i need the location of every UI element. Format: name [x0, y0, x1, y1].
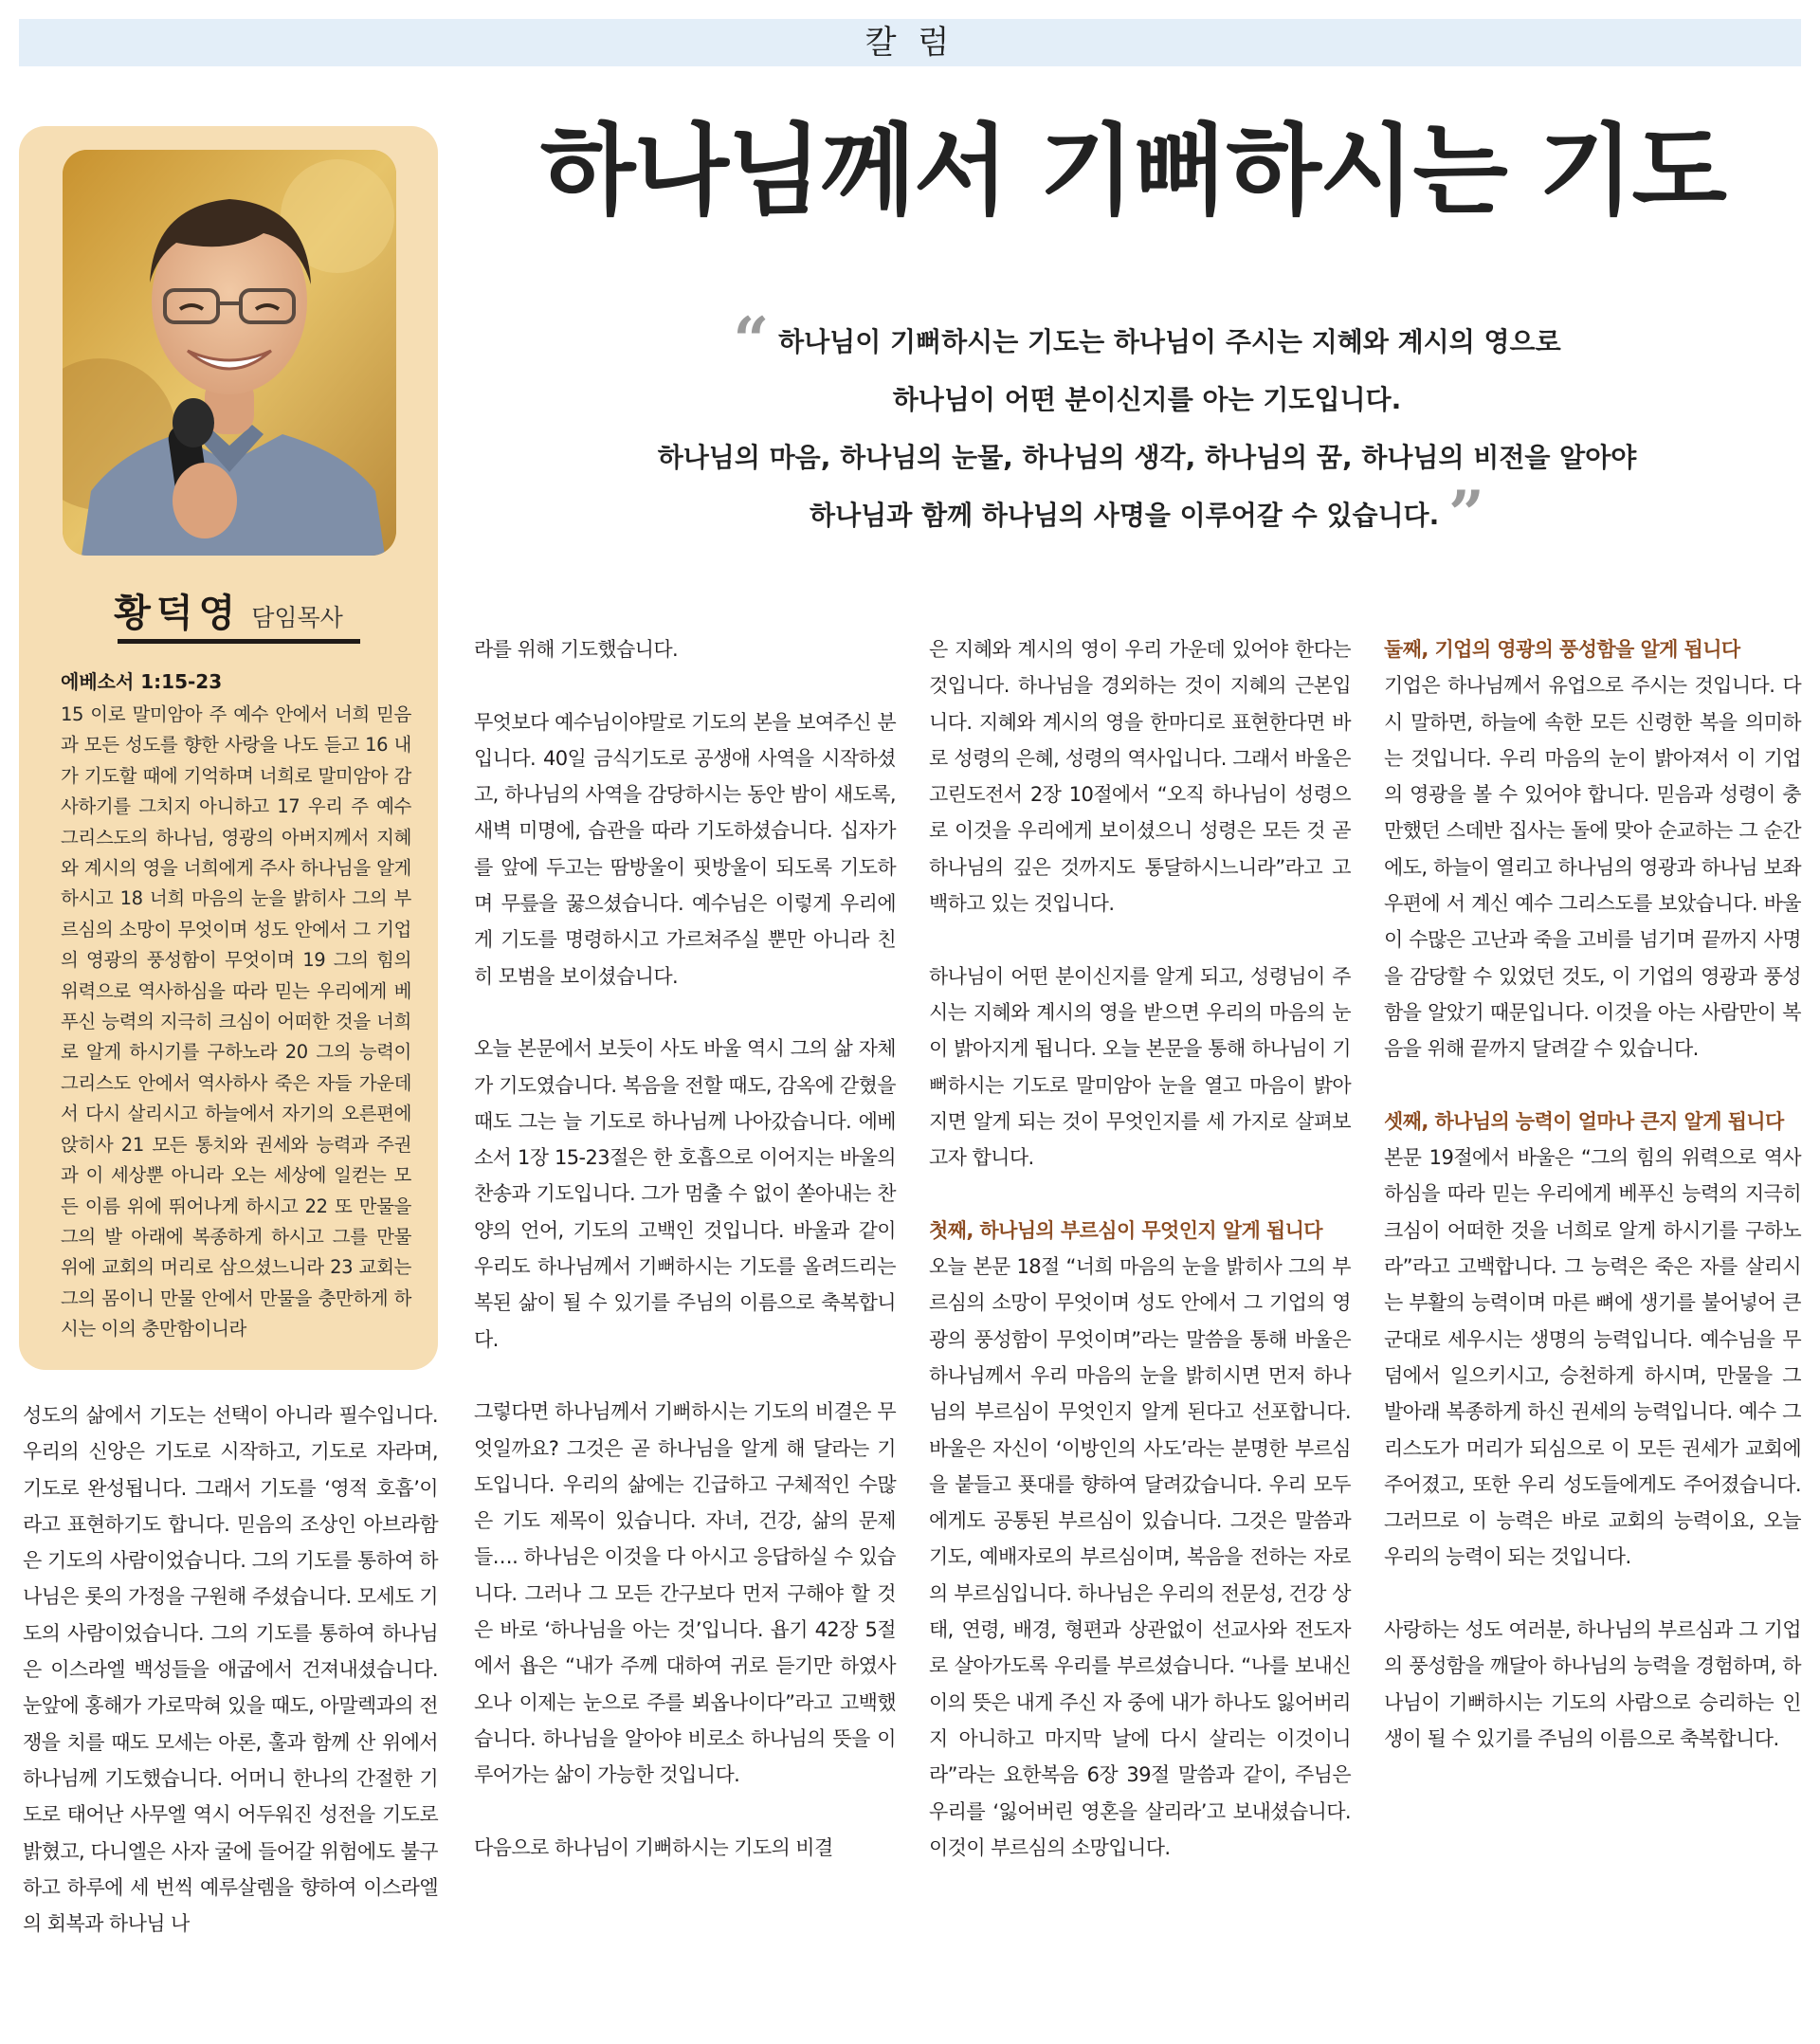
paragraph: 오늘 본문 18절 “너희 마음의 눈을 밝히사 그의 부르심의 소망이 무엇이며 성도 안에서 그 기업의 영광의 풍성함이 무엇이며”라는 말씀을 통해 바울은 하나님께서 우리 마음의 눈을 밝히시면 먼저 하나님의 부르심이 무엇인지 알게 된다고 선포합니다. 바울은 자신이 ‘이방인의 사도’라는 분명한 부르심을 붙들고 푯대를 향하여 달려갔습니다. 우리 모두에게도 공통된 부르심이 있습니다. 그것은 말씀과 기도, 예배자로의 부르심이며, 복음을 전하는 자로의 부르심입니다. 하나님은 우리의 전문성, 건강 상태, 연령, 배경, 형편과 상관없이 선교사와 전도자로 살아가도록 우리를 부르셨습니다. “나를 보내신 이의 뜻은 내게 주신 자 중에 내가 하나도 잃어버리지 아니하고 마지막 날에 다시 살리는 이것이니라”라는 요한복음 6장 39절 말씀과 같이, 주님은 우리를 ‘잃어버린 영혼을 살리라’고 보내셨습니다. 이것이 부르심의 소망입니다. — [929, 1255, 1351, 1859]
body-column-4 — [1384, 631, 1801, 1757]
subheading-second: 둘째, 기업의 영광의 풍성함을 알게 됩니다 — [1384, 638, 1740, 661]
author-portrait-illustration — [63, 150, 396, 556]
pull-quote-line-1: 하나님이 기뻐하시는 기도는 하나님이 주시는 지혜와 계시의 영으로 — [778, 326, 1561, 357]
close-quote-icon: ” — [1447, 477, 1484, 551]
pull-quote-line-2: 하나님이 어떤 분이신지를 아는 기도입니다. — [892, 384, 1402, 415]
author-photo — [63, 150, 396, 556]
body-column-3 — [929, 631, 1351, 1866]
headline: 하나님께서 기뻐하시는 기도 — [540, 113, 1725, 228]
body-column-2 — [474, 631, 896, 1866]
paragraph: 기업은 하나님께서 유업으로 주시는 것입니다. 다시 말하면, 하늘에 속한 모든 신령한 복을 의미하는 것입니다. 우리 마음의 눈이 밝아져서 이 기업의 영광을 볼 수 있어야 합니다. 믿음과 성령이 충만했던 스데반 집사는 돌에 맞아 순교하는 그 순간에도, 하늘이 열리고 하나님의 영광과 하나님 보좌 우편에 서 계신 예수 그리스도를 보았습니다. 바울이 수많은 고난과 죽을 고비를 넘기며 끝까지 사명을 감당할 수 있었던 것도, 이 기업의 영광과 풍성함을 알았기 때문입니다. 이것을 아는 사람만이 복음을 위해 끝까지 달려갈 수 있습니다. — [1384, 674, 1801, 1061]
paragraph: 성도의 삶에서 기도는 선택이 아니라 필수입니다. 우리의 신앙은 기도로 시작하고, 기도로 자라며, 기도로 완성됩니다. 그래서 기도를 ‘영적 호흡’이라고 표현하기도 합니다. 믿음의 조상인 아브라함은 기도의 사람이었습니다. 그의 기도를 통하여 하나님은 롯의 가정을 구원해 주셨습니다. 모세도 기도의 사람이었습니다. 그의 기도를 통하여 하나님은 이스라엘 백성들을 애굽에서 건져내셨습니다. 눈앞에 홍해가 가로막혀 있을 때도, 아말렉과의 전쟁을 치를 때도 모세는 아론, 훌과 함께 산 위에서 하나님께 기도했습니다. 어머니 한나의 간절한 기도로 태어난 사무엘 역시 어두워진 성전을 기도로 밝혔고, 다니엘은 사자 굴에 들어갈 위험에도 불구하고 하루에 세 번씩 예루살렘을 향하여 이스라엘의 회복과 하나님 나 — [23, 1404, 438, 1936]
paragraph: 라를 위해 기도했습니다. — [474, 638, 679, 661]
paragraph: 그렇다면 하나님께서 기뻐하시는 기도의 비결은 무엇일까요? 그것은 곧 하나님을 알게 해 달라는 기도입니다. 우리의 삶에는 긴급하고 구체적인 수많은 기도 제목이 있습니다. 자녀, 건강, 삶의 문제들…. 하나님은 이것을 다 아시고 응답하실 수 있습니다. 그러나 그 모든 간구보다 먼저 구해야 할 것은 바로 ‘하나님을 아는 것’입니다. 욥기 42장 5절에서 욥은 “내가 주께 대하여 귀로 듣기만 하였사오나 이제는 눈으로 주를 뵈옵나이다”라고 고백했습니다. 하나님을 알아야 비로소 하나님의 뜻을 이루어가는 삶이 가능한 것입니다. — [474, 1400, 896, 1787]
author-title: 담임목사 — [251, 604, 343, 631]
paragraph: 은 지혜와 계시의 영이 우리 가운데 있어야 한다는 것입니다. 하나님을 경외하는 것이 지혜의 근본입니다. 지혜와 계시의 영을 한마디로 표현한다면 바로 성령의 은혜, 성령의 역사입니다. 그래서 바울은 고린도전서 2장 10절에서 “오직 하나님이 성령으로 이것을 우리에게 보이셨으니 성령은 모든 것 곧 하나님의 깊은 것까지도 통달하시느니라”라고 고백하고 있는 것입니다. — [929, 638, 1351, 916]
subheading-third: 셋째, 하나님의 능력이 얼마나 큰지 알게 됩니다 — [1384, 1109, 1784, 1133]
paragraph: 무엇보다 예수님이야말로 기도의 본을 보여주신 분입니다. 40일 금식기도로 공생애 사역을 시작하셨고, 하나님의 사역을 감당하시는 동안 밤이 새도록, 새벽 미명에, 습관을 따라 기도하셨습니다. 십자가를 앞에 두고는 땀방울이 핏방울이 되도록 기도하며 무릎을 꿇으셨습니다. 예수님은 이렇게 우리에게 기도를 명령하시고 가르쳐주실 뿐만 아니라 친히 모범을 보이셨습니다. — [474, 710, 896, 988]
paragraph: 하나님이 어떤 분이신지를 알게 되고, 성령님이 주시는 지혜와 계시의 영을 받으면 우리의 마음의 눈이 밝아지게 됩니다. 오늘 본문을 통해 하나님이 기뻐하시는 기도로 말미암아 눈을 열고 마음이 밝아지면 알게 되는 것이 무엇인지를 세 가지로 살펴보고자 합니다. — [929, 964, 1351, 1170]
section-label: 칼 럼 — [864, 24, 956, 62]
author-sidebar — [19, 126, 438, 1370]
author-name: 황덕영 — [114, 592, 242, 635]
body-column-1 — [23, 1397, 438, 1942]
paragraph: 다음으로 하나님이 기뻐하시는 기도의 비결 — [474, 1835, 833, 1859]
section-header-bar — [19, 19, 1801, 66]
pull-quote — [607, 303, 1687, 551]
open-quote-icon: “ — [733, 303, 770, 377]
scripture-text: 15 이로 말미암아 주 예수 안에서 너희 믿음과 모든 성도를 향한 사랑을 나도 듣고 16 내가 기도할 때에 기억하며 너희로 말미암아 감사하기를 그치지 아니하고 17 우리 주 예수 그리스도의 하나님, 영광의 아버지께서 지혜와 계시의 영을 너희에게 주사 하나님을 알게 하시고 18 너희 마음의 눈을 밝히사 그의 부르심의 소망이 무엇이며 성도 안에서 그 기업의 영광의 풍성함이 무엇이며 19 그의 힘의 위력으로 역사하심을 따라 믿는 우리에게 베푸신 능력의 지극히 크심이 어떠한 것을 너희로 알게 하시기를 구하노라 20 그의 능력이 그리스도 안에서 역사하사 죽은 자들 가운데서 다시 살리시고 하늘에서 자기의 오른편에 앉히사 21 모든 통치와 권세와 능력과 주권과 이 세상뿐 아니라 오는 세상에 일컫는 모든 이름 위에 뛰어나게 하시고 22 또 만물을 그의 발 아래에 복종하게 하시고 그를 만물 위에 교회의 머리로 삼으셨느니라 23 교회는 그의 몸이니 만물 안에서 만물을 충만하게 하시는 이의 충만함이니라 — [61, 703, 411, 1341]
paragraph: 본문 19절에서 바울은 “그의 힘의 위력으로 역사하심을 따라 믿는 우리에게 베푸신 능력의 지극히 크심이 어떠한 것을 너희로 알게 하시기를 구하노라”라고 고백합니다. 그 능력은 죽은 자를 살리시는 부활의 능력이며 마른 뼈에 생기를 불어넣어 큰 군대로 세우시는 생명의 능력입니다. 예수님을 무덤에서 일으키시고, 승천하게 하시며, 만물을 그 발아래 복종하게 하신 권세의 능력입니다. 예수 그리스도가 머리가 되심으로 이 모든 권세가 교회에 주어졌고, 또한 우리 성도들에게도 주어졌습니다. 그러므로 이 능력은 바로 교회의 능력이요, 오늘 우리의 능력이 되는 것입니다. — [1384, 1146, 1801, 1569]
author-name-row — [19, 583, 438, 637]
scripture-reference: 에베소서 1:15-23 — [61, 670, 223, 693]
paragraph: 오늘 본문에서 보듯이 사도 바울 역시 그의 삶 자체가 기도였습니다. 복음을 전할 때도, 감옥에 갇혔을 때도 그는 늘 기도로 하나님께 나아갔습니다. 에베소서 1장 15-23절은 한 호흡으로 이어지는 바울의 찬송과 기도입니다. 그가 멈출 수 없이 쏟아내는 찬양의 언어, 기도의 고백인 것입니다. 바울과 같이 우리도 하나님께서 기뻐하시는 기도를 올려드리는 복된 삶이 될 수 있기를 주님의 이름으로 축복합니다. — [474, 1037, 896, 1351]
pull-quote-line-3: 하나님의 마음, 하나님의 눈물, 하나님의 생각, 하나님의 꿈, 하나님의 비전을 알아야 — [657, 442, 1637, 473]
subheading-first: 첫째, 하나님의 부르심이 무엇인지 알게 됩니다 — [929, 1218, 1322, 1242]
name-underline — [118, 639, 360, 644]
pull-quote-line-4: 하나님과 함께 하나님의 사명을 이루어갈 수 있습니다. — [810, 500, 1440, 531]
paragraph: 사랑하는 성도 여러분, 하나님의 부르심과 그 기업의 풍성함을 깨달아 하나님의 능력을 경험하며, 하나님이 기뻐하시는 기도의 사람으로 승리하는 인생이 될 수 있기를 주님의 이름으로 축복합니다. — [1384, 1618, 1801, 1750]
